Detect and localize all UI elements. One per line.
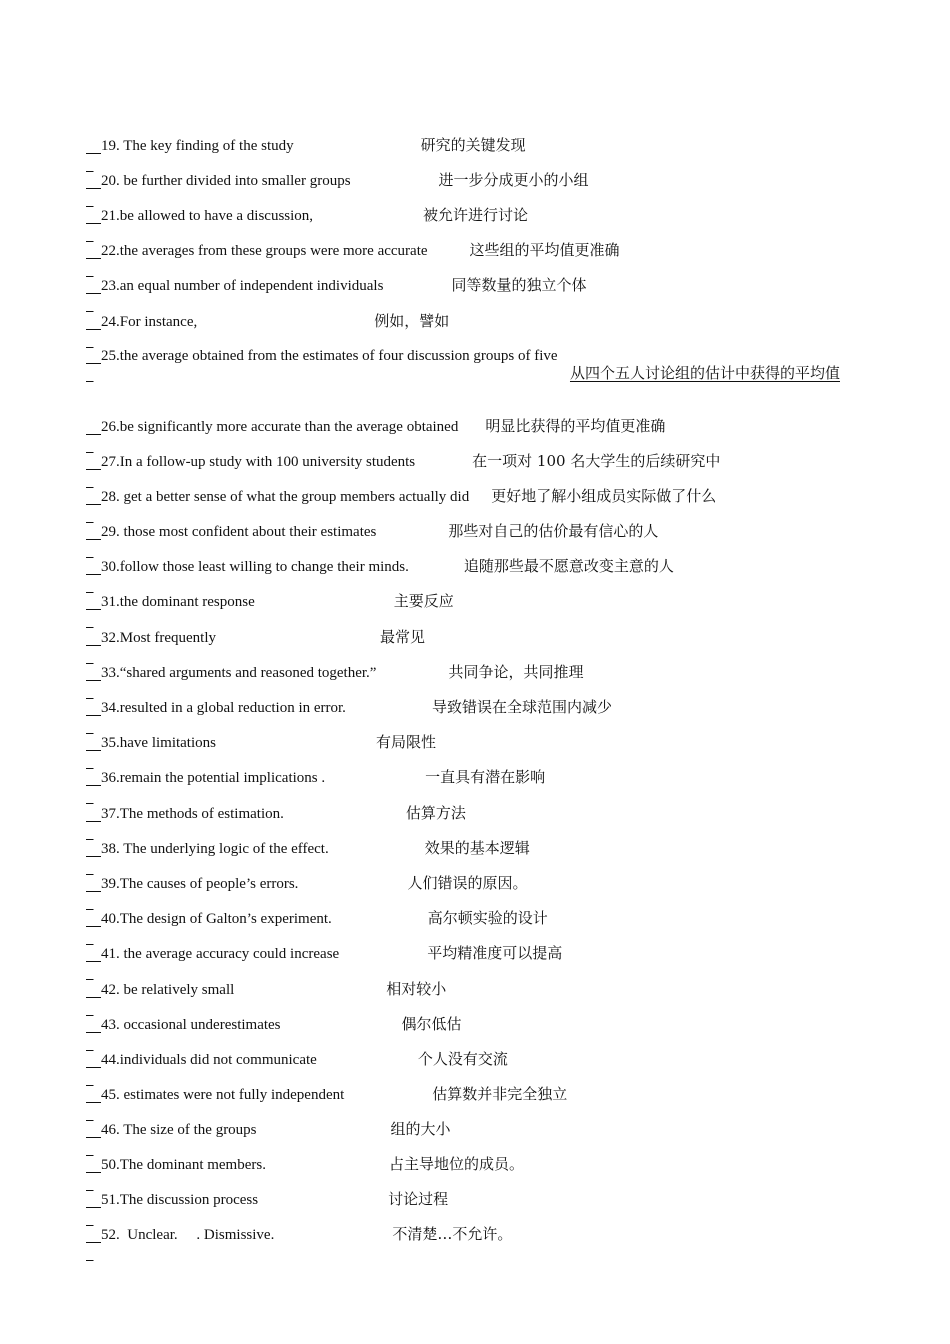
entry-chinese: 在一项对 100 名大学生的后续研究中: [472, 452, 721, 470]
entry-english: 36.remain the potential implications .: [101, 770, 326, 786]
entry-english: 24.For instance,: [101, 314, 198, 330]
entry-english: 30.follow those least willing to change their minds.: [101, 559, 409, 575]
entry-chinese: 估算方法: [405, 804, 466, 822]
entry-chinese: 那些对自己的估价最有信心的人: [448, 522, 659, 540]
entry-english: 37.The methods of estimation.: [101, 806, 284, 822]
entry-english: 22.the averages from these groups were more accurate: [101, 243, 428, 259]
entry-chinese: 人们错误的原因。: [407, 874, 528, 892]
entry-chinese: 导致错误在全球范围内减少: [431, 698, 612, 716]
entry-english: 40.The design of Galton’s experiment.: [101, 911, 332, 927]
entry-english: 23.an equal number of independent individuals: [101, 278, 384, 294]
entry-english: 44.individuals did not communicate: [101, 1052, 317, 1068]
entry-chinese: 最常见: [379, 628, 425, 646]
entry-chinese: 组的大小: [390, 1120, 451, 1138]
entry-chinese: 例如，譬如: [374, 312, 450, 330]
entry-chinese: 更好地了解小组成员实际做了什么: [491, 487, 717, 505]
entry-chinese: 一直具有潜在影响: [425, 768, 546, 786]
entry-english: 45. estimates were not fully independent: [101, 1087, 345, 1103]
vocab-entry-52: [86, 1207, 518, 1262]
entry-chinese: 效果的基本逻辑: [424, 839, 530, 857]
entry-chinese: 被允许进行讨论: [423, 206, 529, 224]
entry-english: 33.“shared arguments and reasoned together.”: [101, 665, 377, 681]
entry-english: 28. get a better sense of what the group members actually did: [101, 489, 470, 505]
entry-chinese: 平均精准度可以提高: [427, 944, 563, 962]
entry-english: 25.the average obtained from the estimates of four discussion groups of five: [101, 348, 558, 364]
entry-chinese: 进一步分成更小的小组: [438, 171, 589, 189]
entry-english: 51.The discussion process: [101, 1192, 259, 1208]
entry-chinese: 有局限性: [375, 733, 436, 751]
entry-chinese: 高尔顿实验的设计: [427, 909, 548, 927]
entry-english: 41. the average accuracy could increase: [101, 946, 340, 962]
entry-english: 39.The causes of people’s errors.: [101, 876, 299, 892]
vocab-entry-25-translation: 从四个五人讨论组的估计中获得的平均值: [569, 364, 840, 382]
entry-english: 50.The dominant members.: [101, 1157, 266, 1173]
entry-english: 29. those most confident about their estimates: [101, 524, 377, 540]
entry-english: 35.have limitations: [101, 735, 216, 751]
entry-english: 34.resulted in a global reduction in error.: [101, 700, 346, 716]
entry-chinese: 偶尔低估: [401, 1015, 462, 1033]
entry-chinese: 共同争论，共同推理: [448, 663, 584, 681]
entry-english: 31.the dominant response: [101, 594, 255, 610]
entry-english: 38. The underlying logic of the effect.: [101, 841, 329, 857]
entry-chinese: 相对较小: [386, 980, 447, 998]
entry-english: 43. occasional underestimates: [101, 1017, 281, 1033]
vocab-entry-25: [86, 329, 562, 383]
entry-chinese: 不清楚…不允许。: [392, 1225, 513, 1243]
entry-chinese: 研究的关键发现: [420, 136, 526, 154]
entry-chinese: 同等数量的独立个体: [451, 276, 587, 294]
entry-chinese: 个人没有交流: [417, 1050, 508, 1068]
entry-english: 46. The size of the groups: [101, 1122, 257, 1138]
entry-chinese: 占主导地位的成员。: [388, 1155, 524, 1173]
entry-english: 21.be allowed to have a discussion,: [101, 208, 314, 224]
entry-english: 42. be relatively small: [101, 982, 235, 998]
entry-english: 32.Most frequently: [101, 630, 216, 646]
entry-english: 26.be significantly more accurate than the average obtained: [101, 419, 459, 435]
entry-english: 20. be further divided into smaller groups: [101, 173, 351, 189]
entry-chinese: 追随那些最不愿意改变主意的人: [463, 557, 674, 575]
entry-chinese: 估算数并非完全独立: [432, 1085, 568, 1103]
entry-english: 27.In a follow-up study with 100 university students: [101, 454, 416, 470]
entry-chinese: 主要反应: [393, 592, 454, 610]
entry-chinese: 讨论过程: [388, 1190, 449, 1208]
entry-chinese: 明显比获得的平均值更准确: [485, 417, 666, 435]
entry-chinese: 这些组的平均值更准确: [469, 241, 620, 259]
entry-english: 19. The key finding of the study: [101, 138, 294, 154]
entry-english: 52. Unclear. . Dismissive.: [101, 1227, 275, 1243]
